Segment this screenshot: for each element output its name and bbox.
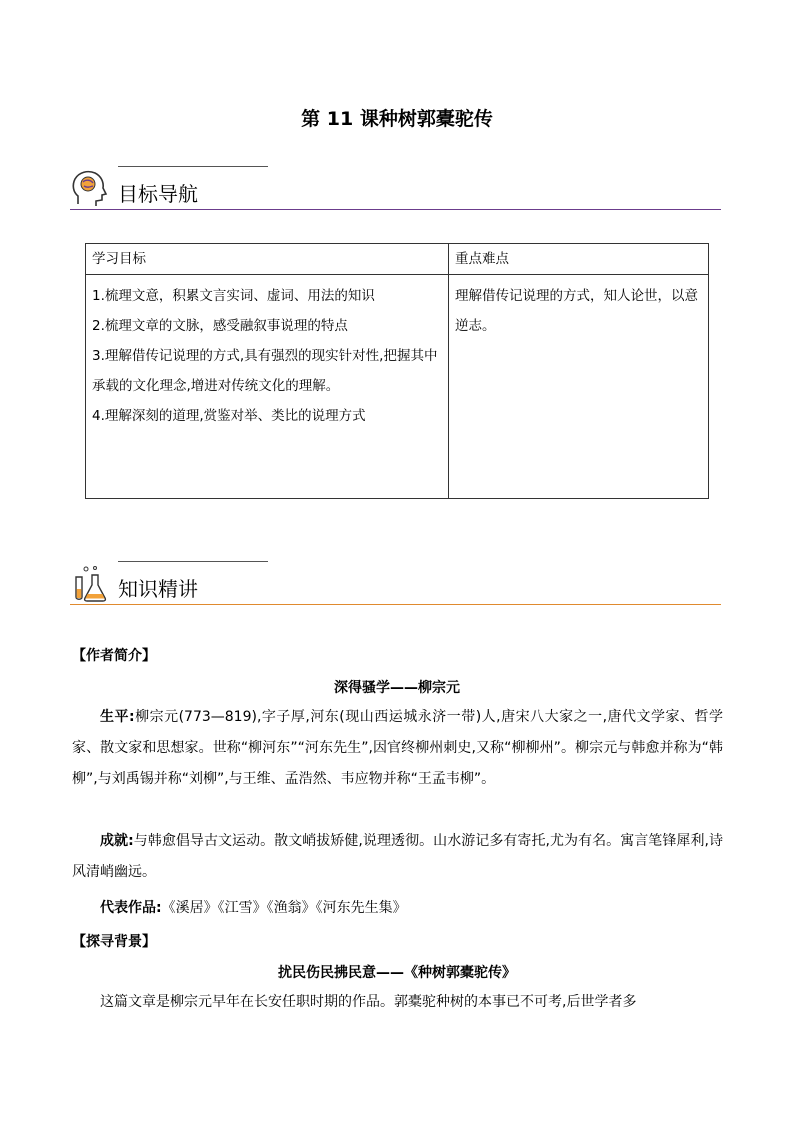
background-heading: 扰民伤民拂民意——《种树郭橐驼传》 [278, 965, 516, 981]
life-text: 柳宗元(773—819),字子厚,河东(现山西运城永济一带)人,唐宋八大家之一,唐代文学家、哲学家、散文家和思想家。世称“柳河东”“河东先生”,因官终柳州刺史,又称“柳柳州”。柳宗元与韩愈并称为“韩柳”,与刘禹锡并称“刘柳”,与王维、孟浩然、韦应物并称“王孟韦柳”。 [72, 709, 723, 787]
goal-item: 4.理解深刻的道理,赏鉴对举、类比的说理方式 [92, 408, 366, 424]
background-paragraph: 这篇文章是柳宗元早年在长安任职时期的作品。郭橐驼种树的本事已不可考,后世学者多 [100, 994, 637, 1010]
header-key-points: 重点难点 [449, 244, 709, 275]
achievement-paragraph [72, 826, 723, 888]
goal-item: 3.理解借传记说理的方式,具有强烈的现实针对性,把握其中承载的文化理念,增进对传统文化的理解。 [92, 348, 438, 394]
goal-item: 2.梳理文章的文脉，感受融叙事说理的特点 [92, 318, 348, 334]
header-top-rule [118, 561, 268, 562]
author-tag: 【作者简介】 [72, 648, 156, 664]
life-paragraph [72, 702, 723, 795]
works-paragraph [72, 893, 723, 924]
life-label: 生平: [100, 709, 135, 725]
table-header-row [86, 244, 709, 275]
works-text: 《溪居》《江雪》《渔翁》《河东先生集》 [161, 900, 407, 916]
section-title-knowledge: 知识精讲 [118, 577, 198, 601]
page-title: 第 11 课种树郭橐驼传 [301, 108, 493, 130]
goals-table [85, 243, 709, 499]
background-tag: 【探寻背景】 [72, 934, 156, 950]
goal-item: 1.梳理文意，积累文言实词、虚词、用法的知识 [92, 288, 375, 304]
goals-cell [86, 275, 449, 499]
section-header-knowledge [70, 561, 721, 605]
section-header-goals [70, 166, 721, 210]
header-top-rule [118, 166, 268, 167]
section-rule [70, 604, 721, 605]
flask-icon [70, 563, 108, 603]
works-label: 代表作品: [100, 900, 162, 916]
section-rule [70, 209, 721, 210]
achievement-label: 成就: [100, 833, 134, 849]
brain-head-icon [70, 168, 108, 208]
achievement-text: 与韩愈倡导古文运动。散文峭拔矫健,说理透彻。山水游记多有寄托,尤为有名。寓言笔锋犀利,诗风清峭幽远。 [72, 833, 723, 880]
table-row [86, 275, 709, 499]
key-points-cell: 理解借传记说理的方式，知人论世，以意逆志。 [449, 275, 709, 499]
header-goals: 学习目标 [86, 244, 449, 275]
section-title-goals: 目标导航 [118, 182, 198, 206]
author-heading: 深得骚学——柳宗元 [334, 680, 460, 696]
